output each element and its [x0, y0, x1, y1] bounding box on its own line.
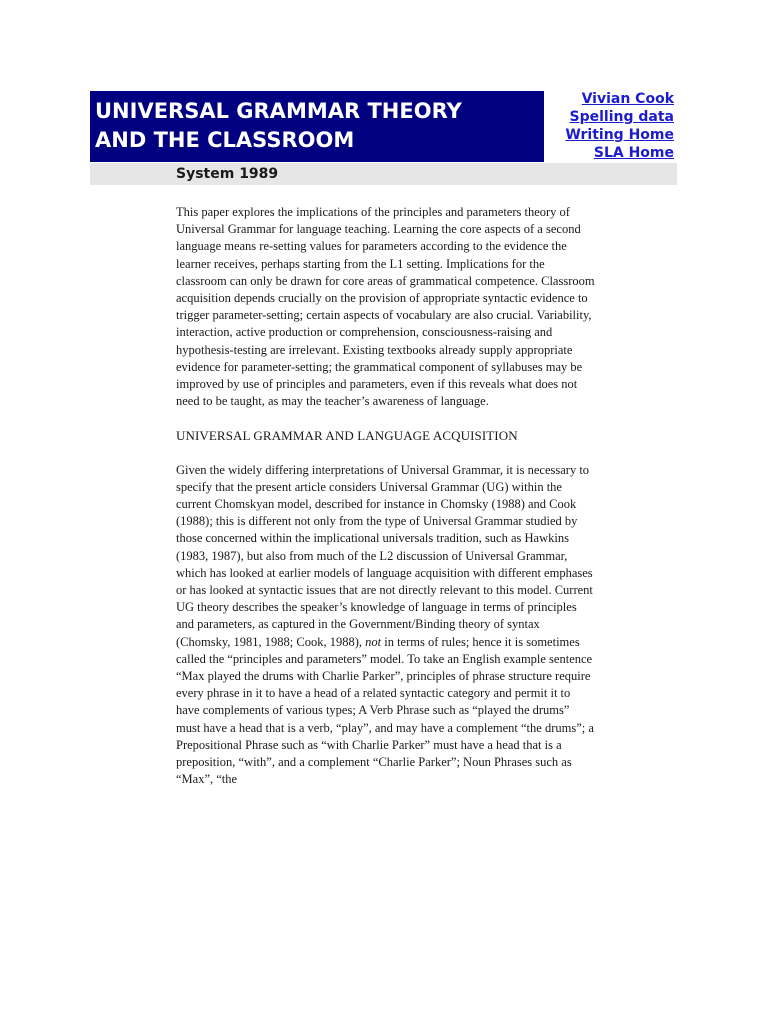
page-subtitle: System 1989 — [176, 166, 279, 182]
body-text-part-1: Given the widely differing interpretations of Universal Grammar, it is necessary to specify that the present article considers Universal Grammar (UG) within the current Chomskyan model, described for instance in Chomsky (1988) and Cook (1988); this is different not only from the type of Universal Grammar studied by those concerned within the implicational universals tradition, such as Hawkins (1983, 1987), but also from much of the L2 discussion of Universal Grammar, which has looked at earlier models of language acquisition with different emphases or has looked at syntactic issues that are not directly relevant to this model. Current UG theory describes the speaker’s knowledge of language in terms of principles and parameters, as captured in the Government/Binding theory of syntax (Chomsky, 1981, 1988; Cook, 1988), — [176, 462, 593, 649]
nav-link-vivian-cook[interactable]: Vivian Cook — [581, 91, 674, 107]
page-title-banner — [90, 91, 544, 162]
page-title-line-2: AND THE CLASSROOM — [95, 128, 355, 152]
article-abstract: This paper explores the implications of the principles and parameters theory of Universal Grammar for language teaching. Learning the core aspects of a second language means re-setting values for parameters according to the evidence the learner receives, perhaps starting from the L1 setting. Implications for the classroom can only be drawn for core areas of grammatical competence. Classroom acquisition depends crucially on the provision of appropriate syntactic evidence to trigger parameter-setting; certain aspects of vocabulary are also crucial. Variability, interaction, active production or comprehension, consciousness-raising and hypothesis-testing are irrelevant. Existing textbooks already supply appropriate evidence for parameter-setting; the grammatical component of syllabuses may be improved by use of principles and parameters, even if this reveals what does not need to be taught, as may the teacher’s awareness of language. — [176, 205, 595, 409]
body-text-part-2: in terms of rules; hence it is sometimes called the “principles and parameters” model. To take an English example sentence “Max played the drums with Charlie Parker”, principles of phrase structure require every phrase in it to have a head of a related syntactic category and permit it to have complements of various types; A Verb Phrase such as “played the drums” must have a head that is a verb, “play”, and may have a complement “the drums”; a Prepositional Phrase such as “with Charlie Parker” must have a head that is a preposition, “with”, and a complement “Charlie Parker”; Noun Phrases such as “Max”, “the — [176, 634, 594, 787]
body-emphasis: not — [365, 634, 382, 649]
article-body-paragraph — [176, 462, 596, 789]
section-heading: UNIVERSAL GRAMMAR AND LANGUAGE ACQUISITION — [176, 428, 518, 444]
nav-link-sla-home[interactable]: SLA Home — [593, 145, 674, 161]
nav-link-writing-home[interactable]: Writing Home — [565, 127, 674, 143]
page-title-line-1: UNIVERSAL GRAMMAR THEORY — [95, 99, 462, 123]
nav-links — [565, 90, 674, 162]
nav-link-spelling-data[interactable]: Spelling data — [569, 109, 674, 125]
article-content — [176, 204, 596, 789]
